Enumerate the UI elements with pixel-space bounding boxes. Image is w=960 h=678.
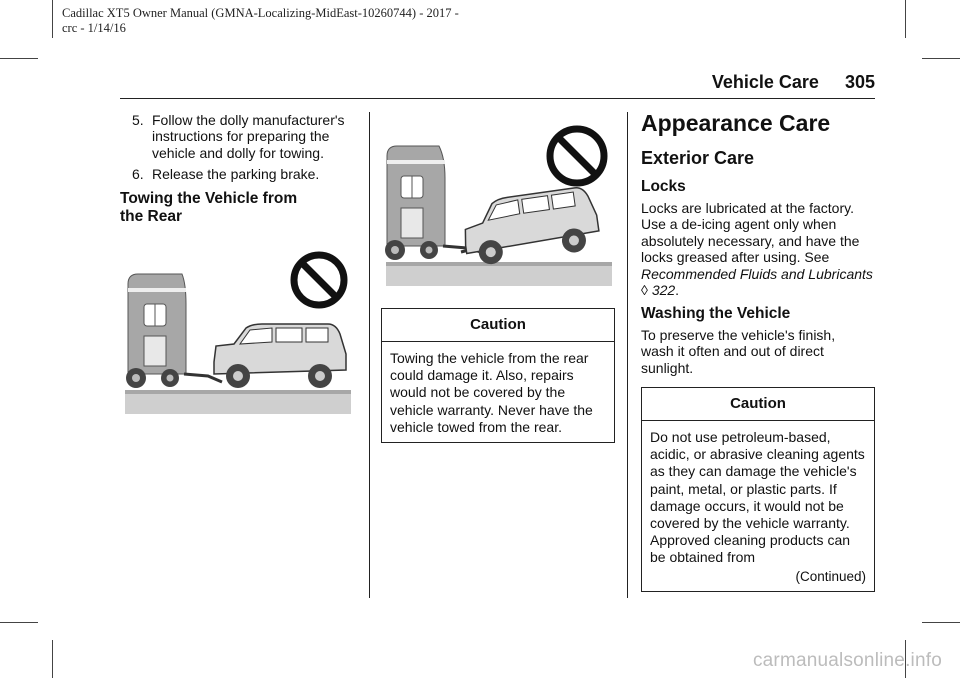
caution-body bbox=[642, 421, 874, 591]
crop-mark bbox=[922, 622, 960, 623]
suv-icon bbox=[214, 324, 346, 388]
caution-title: Caution bbox=[382, 309, 614, 342]
heading-line: the Rear bbox=[120, 208, 183, 225]
locks-paragraph bbox=[641, 200, 873, 298]
heading-line: Towing the Vehicle from bbox=[120, 190, 298, 207]
caution-title: Caution bbox=[642, 388, 874, 421]
section-heading-towing-rear bbox=[120, 190, 360, 226]
crop-mark bbox=[905, 0, 906, 38]
heading-washing-vehicle: Washing the Vehicle bbox=[641, 305, 791, 322]
document-meta-line-1: Cadillac XT5 Owner Manual (GMNA-Localizing-MidEast-10260744) - 2017 - bbox=[62, 6, 459, 20]
caution-body: Towing the vehicle from the rear could damage it. Also, repairs would not be covered by the vehicle warranty. Never have the vehicle towed from the rear. bbox=[390, 350, 593, 435]
heading-locks: Locks bbox=[641, 178, 686, 195]
page-ref-icon: ◊ bbox=[641, 282, 648, 299]
towing-rear-illustration bbox=[122, 244, 354, 420]
reference-link[interactable]: Recommended Fluids and Lubricants bbox=[641, 265, 873, 282]
reference-period: . bbox=[675, 282, 680, 299]
step-text: Release the parking brake. bbox=[152, 166, 320, 182]
crop-mark bbox=[52, 0, 53, 38]
step-text: Follow the dolly manufacturer's instructions for preparing the vehicle and dolly for towing. bbox=[152, 112, 345, 161]
page-number: 305 bbox=[844, 72, 875, 92]
locks-text: Locks are lubricated at the factory. Use a de-icing agent only when absolutely necessary, and have the locks greased after using. See bbox=[641, 200, 860, 266]
motorhome-icon bbox=[385, 146, 445, 260]
running-head bbox=[620, 72, 875, 93]
caution-text: Do not use petroleum-based, acidic, or abrasive cleaning agents as they can damage the vehicle's paint, metal, or plastic parts. If damage occurs, it would not be covered by the vehicle warranty. Approved cleaning products can be obtained from bbox=[650, 429, 865, 566]
watermark: carmanualsonline.info bbox=[752, 650, 942, 671]
motorhome-icon bbox=[126, 274, 186, 388]
towing-dolly-illustration bbox=[383, 112, 615, 292]
step-number: 6. bbox=[132, 166, 144, 182]
suv-icon bbox=[460, 185, 602, 267]
crop-mark bbox=[52, 640, 53, 678]
column-divider bbox=[627, 112, 628, 598]
crop-mark bbox=[0, 58, 38, 59]
reference-page[interactable]: 322 bbox=[651, 282, 676, 299]
column-divider bbox=[369, 112, 370, 598]
caution-box-towing bbox=[381, 308, 615, 443]
continued-note: (Continued) bbox=[795, 568, 866, 584]
crop-mark bbox=[0, 622, 38, 623]
document-meta-line-2: crc - 1/14/16 bbox=[62, 21, 126, 35]
crop-mark bbox=[922, 58, 960, 59]
section-title: Vehicle Care bbox=[711, 72, 819, 92]
prohibition-icon bbox=[550, 129, 604, 183]
heading-appearance-care: Appearance Care bbox=[641, 110, 831, 136]
prohibition-icon bbox=[294, 255, 344, 305]
tow-dolly-icon bbox=[161, 369, 222, 387]
header-rule bbox=[120, 98, 875, 99]
washing-paragraph: To preserve the vehicle's finish, wash it often and out of direct sunlight. bbox=[641, 327, 836, 376]
heading-exterior-care: Exterior Care bbox=[641, 148, 755, 168]
document-meta bbox=[62, 6, 459, 36]
step-number: 5. bbox=[132, 112, 144, 128]
caution-box-washing bbox=[641, 387, 875, 592]
